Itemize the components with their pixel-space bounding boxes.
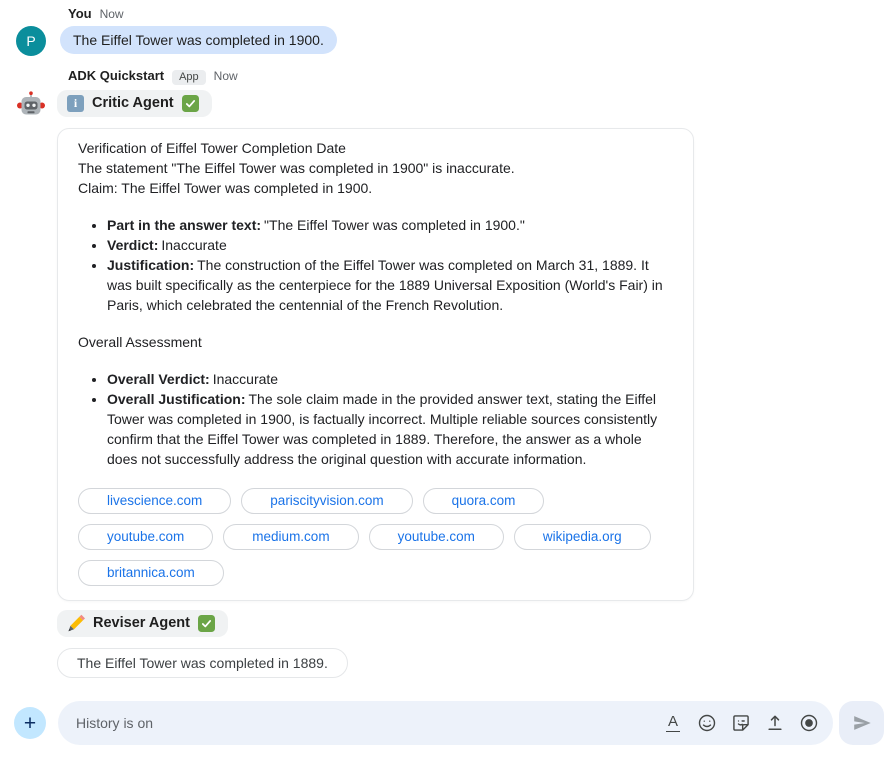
finding-label: Verdict: (107, 236, 159, 253)
message-timestamp: Now (99, 7, 124, 21)
info-icon (67, 95, 84, 112)
add-button[interactable] (14, 707, 46, 739)
message-timestamp: Now (213, 69, 238, 83)
avatar[interactable] (16, 26, 46, 56)
overall-assessment-list (78, 369, 673, 469)
user-message-bubble: The Eiffel Tower was completed in 1900. (60, 26, 337, 54)
verification-card (57, 128, 694, 601)
source-chip[interactable]: youtube.com (78, 524, 213, 550)
send-icon (851, 712, 873, 734)
source-chips (78, 486, 673, 592)
finding-label: Part in the answer text: (107, 216, 262, 233)
card-claim: Claim: The Eiffel Tower was completed in 1900. (78, 179, 373, 196)
finding-label: Overall Verdict: (107, 370, 210, 387)
source-chip[interactable]: quora.com (423, 488, 545, 514)
plus-icon: + (23, 711, 37, 735)
critic-agent-label: Critic Agent (92, 95, 174, 111)
emoji-icon[interactable] (697, 713, 717, 733)
critic-agent-pill (57, 90, 212, 117)
finding-text: Inaccurate (161, 236, 227, 253)
overall-assessment-heading: Overall Assessment (78, 333, 202, 350)
claim-findings-list (78, 215, 673, 315)
info-icon-letter: i (73, 95, 78, 110)
card-title: Verification of Eiffel Tower Completion Date (78, 139, 346, 156)
record-icon[interactable] (799, 713, 819, 733)
upload-icon[interactable] (765, 713, 785, 733)
check-icon (198, 615, 215, 632)
send-button[interactable] (839, 701, 884, 745)
reviser-reply-bubble: The Eiffel Tower was completed in 1889. (57, 648, 348, 678)
app-badge: App (172, 70, 206, 85)
card-statement: The statement "The Eiffel Tower was completed in 1900" is inaccurate. (78, 159, 515, 176)
source-chip[interactable]: wikipedia.org (514, 524, 651, 550)
reviser-agent-pill (57, 610, 228, 637)
pencil-icon (67, 614, 85, 632)
sender-name: ADK Quickstart (68, 68, 165, 83)
finding-verdict (107, 235, 673, 255)
app-message-header (68, 68, 891, 85)
finding-label: Justification: (107, 256, 195, 273)
finding-part (107, 215, 673, 235)
message-input[interactable] (58, 701, 663, 745)
user-message-header (68, 6, 891, 21)
finding-text: "The Eiffel Tower was completed in 1900." (264, 216, 525, 233)
text-format-icon[interactable]: A (667, 713, 678, 731)
finding-text: The construction of the Eiffel Tower was completed on March 31, 1889. It was built specifically as the centerpiece for the 1889 Universal Exposition (World's Fair) in Paris, which celebrated the centennial of the French Revolution. (107, 256, 663, 313)
finding-text: The sole claim made in the provided answer text, stating the Eiffel Tower was completed in 1900, is factually incorrect. Multiple reliable sources consistently confirm that the Eiffel Tower was completed in 1889. Therefore, the answer as a whole does not successfully address the original question with accurate information. (107, 390, 658, 467)
source-chip[interactable]: livescience.com (78, 488, 231, 514)
source-chip[interactable]: medium.com (223, 524, 358, 550)
check-icon (182, 95, 199, 112)
sticker-icon[interactable] (731, 713, 751, 733)
reviser-agent-row (57, 610, 891, 638)
source-chip[interactable]: britannica.com (78, 560, 224, 586)
compose-bar (58, 701, 833, 745)
compose-icons (663, 713, 819, 733)
sender-name: You (68, 6, 92, 21)
finding-justification (107, 255, 673, 315)
user-message-row (0, 26, 891, 56)
finding-text: Inaccurate (212, 370, 279, 387)
overall-justification (107, 389, 673, 469)
robot-avatar[interactable] (16, 90, 46, 120)
reviser-agent-label: Reviser Agent (93, 615, 190, 631)
source-chip[interactable]: youtube.com (369, 524, 504, 550)
finding-label: Overall Justification: (107, 390, 246, 407)
critic-agent-row (0, 90, 891, 120)
avatar-letter: P (26, 33, 36, 49)
robot-icon (16, 90, 46, 120)
source-chip[interactable]: pariscityvision.com (241, 488, 412, 514)
overall-verdict (107, 369, 673, 389)
